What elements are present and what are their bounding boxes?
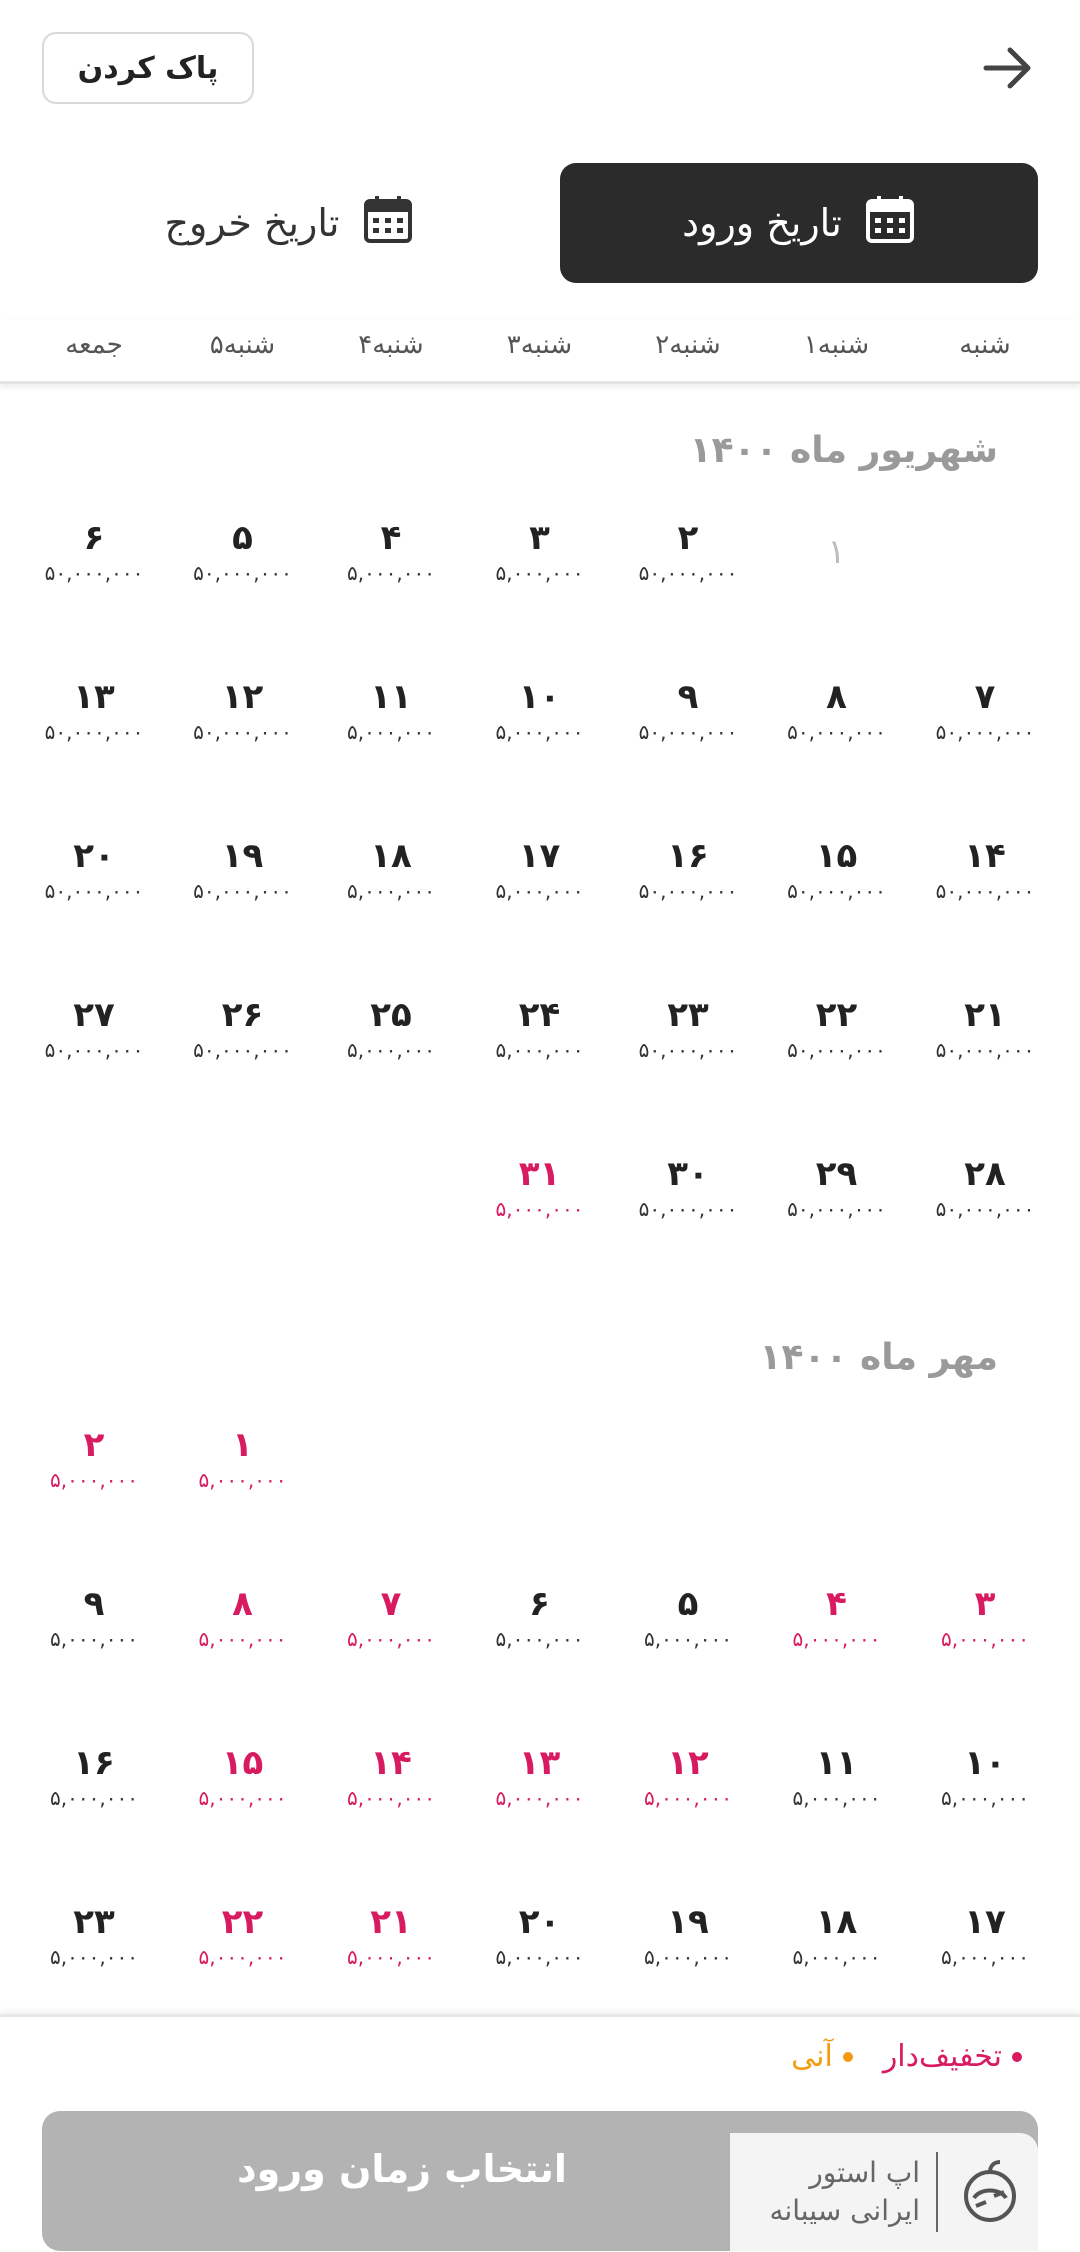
day-price: ۵,۰۰۰,۰۰۰ — [644, 1627, 732, 1651]
top-bar — [0, 0, 1080, 140]
day-price: ۵,۰۰۰,۰۰۰ — [50, 1627, 138, 1651]
calendar-day[interactable] — [20, 518, 168, 638]
day-price: ۵,۰۰۰,۰۰۰ — [495, 1038, 584, 1062]
day-number: ۱۱ — [370, 677, 412, 717]
calendar-day[interactable] — [20, 1425, 168, 1545]
day-number: ۳ — [529, 518, 550, 558]
pink-dot-icon — [1012, 2052, 1022, 2062]
day-price: ۵,۰۰۰,۰۰۰ — [347, 1786, 435, 1810]
day-price: ۵,۰۰۰,۰۰۰ — [347, 1038, 435, 1062]
calendar-day[interactable] — [614, 1902, 762, 2014]
calendar-day — [763, 518, 911, 638]
day-number: ۱۳ — [518, 1743, 561, 1783]
day-number: ۲۱ — [964, 995, 1006, 1035]
calendar-day[interactable] — [20, 995, 168, 1115]
day-number: ۱ — [232, 1425, 253, 1465]
day-number: ۱۲ — [667, 1743, 709, 1783]
day-price: ۵,۰۰۰,۰۰۰ — [198, 1786, 287, 1810]
app-store-badge[interactable] — [730, 2133, 1038, 2251]
day-number: ۱۰ — [964, 1743, 1006, 1783]
select-checkin-button[interactable] — [42, 2111, 1038, 2251]
day-number: ۲۷ — [73, 995, 115, 1035]
day-number: ۱ — [827, 532, 846, 572]
tab-check-out[interactable] — [50, 163, 528, 283]
day-price: ۵,۰۰۰,۰۰۰ — [495, 720, 584, 744]
day-number: ۲۸ — [964, 1154, 1006, 1194]
calendar-day[interactable] — [911, 1584, 1059, 1704]
calendar-day[interactable] — [317, 836, 465, 956]
day-number: ۱۹ — [221, 836, 264, 876]
day-price: ۵,۰۰۰,۰۰۰ — [198, 1468, 287, 1492]
day-price: ۵,۰۰۰,۰۰۰ — [347, 879, 435, 903]
tab-check-in[interactable] — [560, 163, 1038, 283]
calendar-day[interactable] — [317, 677, 465, 797]
calendar-day[interactable] — [911, 995, 1059, 1115]
calendar-day[interactable] — [169, 1584, 317, 1704]
day-number: ۲۱ — [370, 1902, 412, 1942]
calendar-day[interactable] — [763, 677, 911, 797]
day-price: ۵۰,۰۰۰,۰۰۰ — [935, 1038, 1035, 1062]
day-price: ۵,۰۰۰,۰۰۰ — [50, 1786, 138, 1810]
legend-discount: تخفیف‌دار — [883, 2039, 1022, 2074]
day-number: ۹ — [677, 677, 699, 717]
day-price: ۵۰,۰۰۰,۰۰۰ — [193, 720, 292, 744]
day-number: ۵ — [677, 1584, 699, 1624]
calendar-day[interactable] — [911, 836, 1059, 956]
day-number: ۲۶ — [221, 995, 264, 1035]
calendar-day[interactable] — [317, 1902, 465, 2014]
day-number: ۲۲ — [815, 995, 858, 1035]
weekday-label: ۱شنبه — [803, 330, 870, 360]
day-number: ۶ — [529, 1584, 550, 1624]
day-number: ۴ — [826, 1584, 847, 1624]
day-price: ۵۰,۰۰۰,۰۰۰ — [787, 879, 886, 903]
day-number: ۲ — [677, 518, 699, 558]
weekday-label: جمعه — [65, 330, 123, 360]
day-number: ۱۶ — [667, 836, 709, 876]
day-price: ۵,۰۰۰,۰۰۰ — [792, 1627, 881, 1651]
calendar-day[interactable] — [763, 836, 911, 956]
day-number: ۲۰ — [73, 836, 115, 876]
day-price: ۵۰,۰۰۰,۰۰۰ — [787, 720, 886, 744]
month-title: شهریور ماه ۱۴۰۰ — [689, 430, 998, 471]
day-price: ۵۰,۰۰۰,۰۰۰ — [44, 879, 144, 903]
orange-dot-icon — [843, 2052, 853, 2062]
weekday-label: ۵شنبه — [209, 330, 276, 360]
day-number: ۳۱ — [518, 1154, 561, 1194]
legend — [791, 2039, 1022, 2074]
calendar-day[interactable] — [466, 836, 614, 956]
day-price: ۵,۰۰۰,۰۰۰ — [495, 1945, 584, 1969]
calendar-icon — [362, 193, 414, 254]
day-number: ۱۳ — [73, 677, 115, 717]
day-price: ۵,۰۰۰,۰۰۰ — [50, 1945, 138, 1969]
day-number: ۲۵ — [370, 995, 412, 1035]
day-number: ۷ — [974, 677, 996, 717]
weekday-label: ۳شنبه — [506, 330, 573, 360]
calendar-day[interactable] — [466, 677, 614, 797]
weekday-label: شنبه — [959, 330, 1011, 360]
day-price: ۵,۰۰۰,۰۰۰ — [347, 561, 435, 585]
day-price: ۵,۰۰۰,۰۰۰ — [495, 879, 584, 903]
day-number: ۲۹ — [815, 1154, 858, 1194]
day-number: ۴ — [380, 518, 402, 558]
calendar-day[interactable] — [169, 677, 317, 797]
calendar-icon — [864, 193, 916, 254]
day-price: ۵۰,۰۰۰,۰۰۰ — [935, 1197, 1035, 1221]
day-number: ۱۹ — [667, 1902, 709, 1942]
month-title: مهر ماه ۱۴۰۰ — [759, 1337, 998, 1378]
calendar-day[interactable] — [169, 1743, 317, 1863]
day-number: ۱۴ — [370, 1743, 412, 1783]
calendar-day[interactable] — [20, 1584, 168, 1704]
day-number: ۶ — [83, 518, 105, 558]
calendar-day[interactable] — [169, 836, 317, 956]
day-price: ۵۰,۰۰۰,۰۰۰ — [638, 879, 738, 903]
day-price: ۵۰,۰۰۰,۰۰۰ — [44, 720, 144, 744]
day-number: ۱۵ — [815, 836, 858, 876]
day-number: ۱۱ — [815, 1743, 858, 1783]
tab-check-out-label: تاریخ خروج — [164, 201, 340, 245]
calendar-day[interactable] — [317, 518, 465, 638]
day-number: ۲۳ — [73, 1902, 115, 1942]
day-number: ۵ — [232, 518, 253, 558]
day-price: ۵,۰۰۰,۰۰۰ — [50, 1468, 138, 1492]
day-price: ۵۰,۰۰۰,۰۰۰ — [787, 1038, 886, 1062]
day-price: ۵,۰۰۰,۰۰۰ — [941, 1627, 1029, 1651]
day-price: ۵۰,۰۰۰,۰۰۰ — [193, 561, 292, 585]
calendar-day[interactable] — [763, 1902, 911, 2014]
day-price: ۵,۰۰۰,۰۰۰ — [495, 561, 584, 585]
day-price: ۵,۰۰۰,۰۰۰ — [347, 1945, 435, 1969]
calendar-day[interactable] — [614, 1584, 762, 1704]
day-number: ۸ — [232, 1584, 253, 1624]
day-number: ۱۶ — [73, 1743, 115, 1783]
day-price: ۵,۰۰۰,۰۰۰ — [792, 1786, 881, 1810]
calendar-day[interactable] — [20, 677, 168, 797]
store-line-2: ایرانی سیبانه — [769, 2194, 920, 2227]
calendar-day[interactable] — [317, 995, 465, 1115]
day-number: ۱۵ — [221, 1743, 264, 1783]
day-price: ۵,۰۰۰,۰۰۰ — [347, 1627, 435, 1651]
calendar-day[interactable] — [317, 1743, 465, 1863]
day-number: ۱۷ — [964, 1902, 1006, 1942]
bottom-bar — [0, 2014, 1080, 2252]
day-price: ۵۰,۰۰۰,۰۰۰ — [935, 879, 1035, 903]
calendar-day[interactable] — [169, 1902, 317, 2014]
calendar-day[interactable] — [466, 518, 614, 638]
day-price: ۵,۰۰۰,۰۰۰ — [198, 1945, 287, 1969]
calendar-day[interactable] — [614, 677, 762, 797]
day-price: ۵,۰۰۰,۰۰۰ — [495, 1627, 584, 1651]
day-price: ۵۰,۰۰۰,۰۰۰ — [935, 720, 1035, 744]
day-number: ۱۸ — [815, 1902, 858, 1942]
day-price: ۵,۰۰۰,۰۰۰ — [495, 1786, 584, 1810]
day-price: ۵۰,۰۰۰,۰۰۰ — [44, 561, 144, 585]
calendar-day[interactable] — [466, 995, 614, 1115]
date-tabs — [0, 163, 1080, 283]
calendar-day[interactable] — [911, 677, 1059, 797]
calendar-day[interactable] — [911, 1743, 1059, 1863]
day-price: ۵,۰۰۰,۰۰۰ — [941, 1786, 1029, 1810]
calendar-day[interactable] — [20, 1743, 168, 1863]
day-price: ۵۰,۰۰۰,۰۰۰ — [638, 561, 738, 585]
day-number: ۷ — [380, 1584, 402, 1624]
day-price: ۵,۰۰۰,۰۰۰ — [644, 1786, 732, 1810]
day-price: ۵۰,۰۰۰,۰۰۰ — [787, 1197, 886, 1221]
calendar-day[interactable] — [614, 836, 762, 956]
calendar-day[interactable] — [466, 1902, 614, 2014]
store-line-1: اپ استور — [809, 2156, 920, 2189]
calendar-day[interactable] — [20, 1902, 168, 2014]
day-price: ۵۰,۰۰۰,۰۰۰ — [638, 720, 738, 744]
calendar-day[interactable] — [169, 1425, 317, 1545]
clear-button[interactable]: پاک کردن — [42, 32, 254, 104]
day-number: ۲۲ — [221, 1902, 264, 1942]
calendar-day[interactable] — [169, 995, 317, 1115]
calendar-day[interactable] — [763, 995, 911, 1115]
divider — [936, 2152, 938, 2232]
calendar-day[interactable] — [911, 1902, 1059, 2014]
sibaneh-logo-icon — [956, 2158, 1024, 2226]
calendar-day[interactable] — [911, 1154, 1059, 1274]
calendar-day[interactable] — [614, 1743, 762, 1863]
legend-instant: آنی — [791, 2039, 853, 2074]
day-price: ۵,۰۰۰,۰۰۰ — [347, 720, 435, 744]
day-number: ۱۰ — [518, 677, 561, 717]
cta-label: انتخاب زمان ورود — [237, 2147, 567, 2191]
calendar-day[interactable] — [763, 1154, 911, 1274]
day-number: ۲۳ — [667, 995, 709, 1035]
weekday-label: ۲شنبه — [655, 330, 721, 360]
calendar-day[interactable] — [763, 1584, 911, 1704]
calendar-day[interactable] — [466, 1154, 614, 1274]
day-price: ۵۰,۰۰۰,۰۰۰ — [193, 879, 292, 903]
calendar-day[interactable] — [169, 518, 317, 638]
calendar-day[interactable] — [614, 1154, 762, 1274]
day-price: ۵,۰۰۰,۰۰۰ — [941, 1945, 1029, 1969]
calendar-day[interactable] — [466, 1743, 614, 1863]
day-number: ۲ — [83, 1425, 105, 1465]
day-number: ۱۸ — [370, 836, 412, 876]
calendar-day[interactable] — [20, 836, 168, 956]
day-number: ۲۴ — [518, 995, 561, 1035]
day-price: ۵۰,۰۰۰,۰۰۰ — [193, 1038, 292, 1062]
tab-check-in-label: تاریخ ورود — [682, 201, 842, 245]
weekday-header — [0, 320, 1080, 384]
day-number: ۱۲ — [221, 677, 264, 717]
day-price: ۵۰,۰۰۰,۰۰۰ — [638, 1197, 738, 1221]
day-price: ۵,۰۰۰,۰۰۰ — [495, 1197, 584, 1221]
calendar-day[interactable] — [614, 518, 762, 638]
day-number: ۳۰ — [667, 1154, 709, 1194]
day-number: ۳ — [974, 1584, 996, 1624]
calendar-day[interactable] — [763, 1743, 911, 1863]
calendar-day[interactable] — [317, 1584, 465, 1704]
weekday-label: ۴شنبه — [358, 330, 424, 360]
day-number: ۱۴ — [964, 836, 1006, 876]
day-number: ۱۷ — [518, 836, 561, 876]
day-price: ۵۰,۰۰۰,۰۰۰ — [44, 1038, 144, 1062]
day-number: ۲۰ — [518, 1902, 561, 1942]
day-price: ۵,۰۰۰,۰۰۰ — [792, 1945, 881, 1969]
day-price: ۵,۰۰۰,۰۰۰ — [644, 1945, 732, 1969]
day-number: ۹ — [83, 1584, 105, 1624]
calendar-day[interactable] — [466, 1584, 614, 1704]
calendar-day[interactable] — [614, 995, 762, 1115]
calendar-grid — [0, 386, 1080, 2014]
day-price: ۵,۰۰۰,۰۰۰ — [198, 1627, 287, 1651]
arrow-right-icon[interactable] — [976, 36, 1040, 100]
day-price: ۵۰,۰۰۰,۰۰۰ — [638, 1038, 738, 1062]
day-number: ۸ — [826, 677, 847, 717]
